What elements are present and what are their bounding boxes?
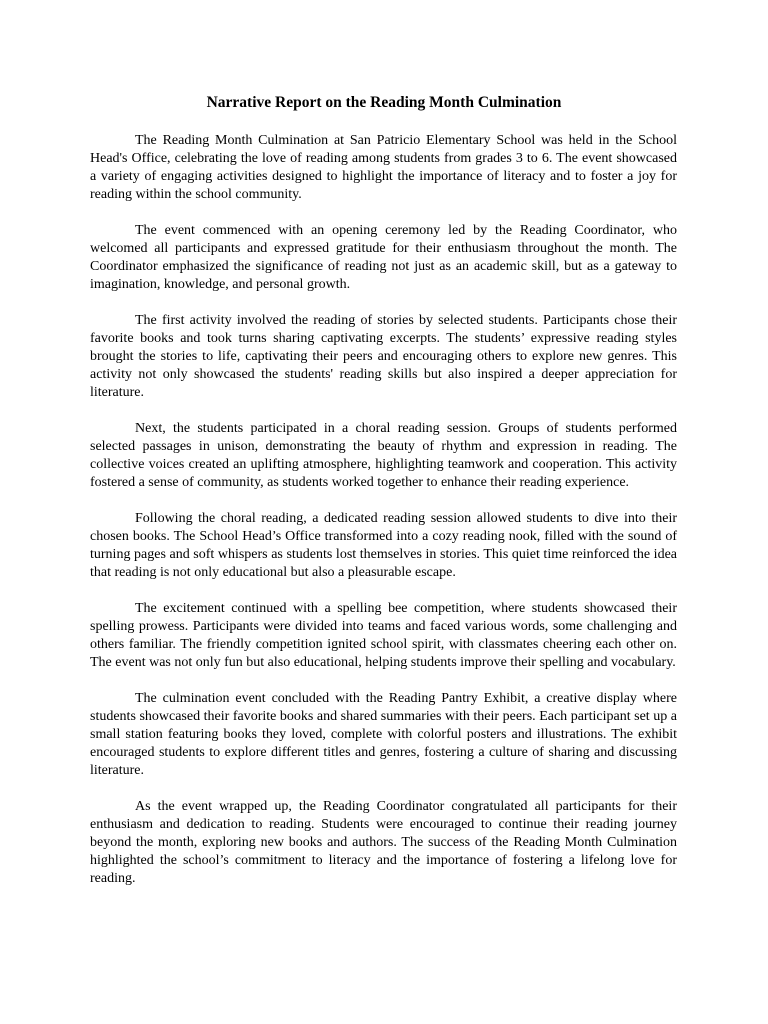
paragraph-conclusion: As the event wrapped up, the Reading Coordinator congratulated all participants for their enthusiasm and dedication to reading. Students were encouraged to continue their reading journey beyond the month, exploring new books and authors. The success of the Reading Month Culmination highlighted the school’s commitment to literacy and the importance of fostering a lifelong love for reading. [90, 799, 677, 886]
paragraph-reading-session: Following the choral reading, a dedicated reading session allowed students to dive into their chosen books. The School Head’s Office transformed into a cozy reading nook, filled with the sound of turning pages and soft whispers as students lost themselves in stories. This quiet time reinforced the idea that reading is not only educational but also a pleasurable escape. [90, 511, 677, 580]
paragraph-reading-pantry-exhibit: The culmination event concluded with the Reading Pantry Exhibit, a creative display where students showcased their favorite books and shared summaries with their peers. Each participant set up a small station featuring books they loved, complete with colorful posters and illustrations. The exhibit encouraged students to explore different titles and genres, fostering a culture of sharing and discussing literature. [90, 691, 677, 778]
paragraph-story-reading: The first activity involved the reading of stories by selected students. Participants chose their favorite books and took turns sharing captivating excerpts. The students’ expressive reading styles brought the stories to life, captivating their peers and encouraging others to explore new genres. This activity not only showcased the students' reading skills but also inspired a deeper appreciation for literature. [90, 313, 677, 400]
document-body [90, 132, 677, 906]
paragraph-introduction: The Reading Month Culmination at San Patricio Elementary School was held in the School Head's Office, celebrating the love of reading among students from grades 3 to 6. The event showcased a variety of engaging activities designed to highlight the importance of literacy and to foster a joy for reading within the school community. [90, 133, 677, 202]
document-title: Narrative Report on the Reading Month Culmination [206, 94, 562, 111]
paragraph-choral-reading: Next, the students participated in a choral reading session. Groups of students performed selected passages in unison, demonstrating the beauty of rhythm and expression in reading. The collective voices created an uplifting atmosphere, highlighting teamwork and cooperation. This activity fostered a sense of community, as students worked together to enhance their reading experience. [90, 421, 677, 490]
paragraph-opening-ceremony: The event commenced with an opening ceremony led by the Reading Coordinator, who welcomed all participants and expressed gratitude for their enthusiasm throughout the month. The Coordinator emphasized the significance of reading not just as an academic skill, but as a gateway to imagination, knowledge, and personal growth. [90, 223, 677, 292]
paragraph-spelling-bee: The excitement continued with a spelling bee competition, where students showcased their spelling prowess. Participants were divided into teams and faced various words, some challenging and others familiar. The friendly competition ignited school spirit, with classmates cheering each other on. The event was not only fun but also educational, helping students improve their spelling and vocabulary. [90, 601, 677, 670]
